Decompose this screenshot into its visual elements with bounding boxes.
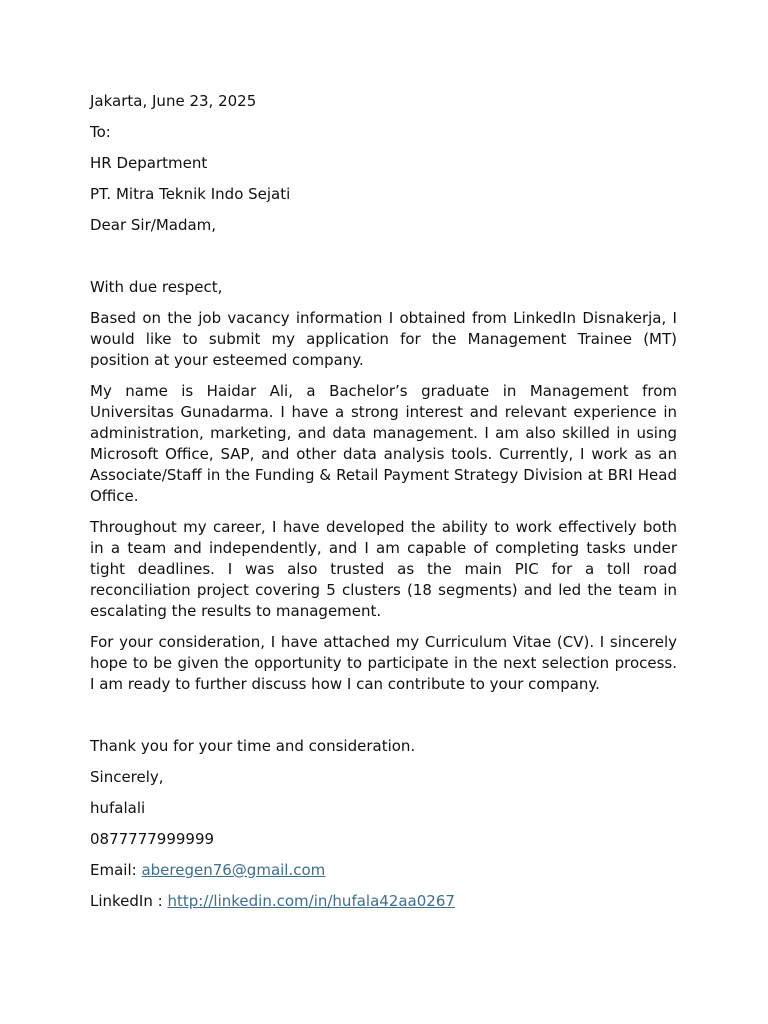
paragraph-cv: For your consideration, I have attached my Curriculum Vitae (CV). I sincerely hope to be given the opportunity to participate in the next selection process. I am ready to further discuss how I can contribute to your company. [90,633,677,693]
opening-line: With due respect, [90,278,223,296]
linkedin-line [90,891,677,912]
linkedin-label: LinkedIn : [90,892,168,910]
paragraph-background: My name is Haidar Ali, a Bachelor’s graduate in Management from Universitas Gunadarma. I have a strong interest and relevant experience in administration, marketing, and data management. I am also skilled in using Microsoft Office, SAP, and other data analysis tools. Currently, I work as an Associate/Staff in the Funding & Retail Payment Strategy Division at BRI Head Office. [90,382,677,505]
paragraph-vacancy: Based on the job vacancy information I obtained from LinkedIn Disnakerja, I would like to submit my application for the Management Trainee (MT) position at your esteemed company. [90,309,677,369]
signature-name: hufalali [90,799,146,817]
paragraph-career: Throughout my career, I have developed the ability to work effectively both in a team and independently, and I am capable of completing tasks under tight deadlines. I was also trusted as the main PIC for a toll road reconciliation project covering 5 clusters (18 segments) and led the team in escalating the results to management. [90,518,677,620]
linkedin-link[interactable]: http://linkedin.com/in/hufala42aa0267 [167,892,455,910]
closing-line: Sincerely, [90,768,164,786]
blank-line [90,246,677,277]
blank-line [90,705,677,736]
recipient-department: HR Department [90,154,208,172]
place-date: Jakarta, June 23, 2025 [90,92,257,110]
salutation: Dear Sir/Madam, [90,216,217,234]
to-label: To: [90,123,111,141]
thanks-line: Thank you for your time and consideration. [90,737,416,755]
recipient-company: PT. Mitra Teknik Indo Sejati [90,185,291,203]
letter-body [90,91,677,922]
email-label: Email: [90,861,142,879]
email-line [90,860,677,881]
phone-number: 0877777999999 [90,830,215,848]
email-link[interactable]: aberegen76@gmail.com [141,861,326,879]
